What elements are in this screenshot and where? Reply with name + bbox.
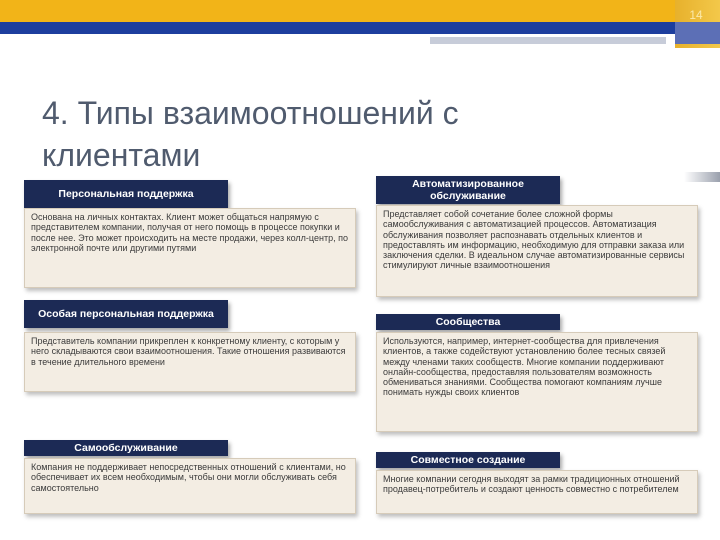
card-text-personal-support: Основана на личных контактах. Клиент может общаться напрямую с представителем компании, получая от него помощь в процессе покупки и после нее. Это может происходить на месте продажи, через колл-центр, по электронной почте или другими путями [24,208,356,288]
top-accent-bar [0,0,720,22]
card-text-self-service: Компания не поддерживает непосредственных отношений с клиентами, но обеспечивает их всем необходимым, чтобы они могли обслуживать себя самостоятельно [24,458,356,514]
grey-accent-bar [430,37,666,44]
card-header-self-service: Самообслуживание [24,440,228,456]
blue-accent-bar [0,22,720,34]
card-text-co-creation: Многие компании сегодня выходят за рамки традиционных отношений продавец-потребитель и создают ценность совместно с потребителем [376,470,698,514]
card-header-personal-support: Персональная поддержка [24,180,228,208]
card-header-communities: Сообщества [376,314,560,330]
card-text-automated-service: Представляет собой сочетание более сложной формы самообслуживания с автоматизацией процессов. Автоматизация обслуживания позволяет распознавать отдельных клиентов и предоставлять им информацию, необходимую для отправки заказа или заключения сделки. В идеальном случае автоматизированные сервисы стимулируют личные взаимоотношения [376,205,698,297]
card-text-dedicated-support: Представитель компании прикреплен к конкретному клиенту, с которым у него складываются свои взаимоотношения. Такие отношения развиваются в течение длительного времени [24,332,356,392]
card-header-co-creation: Совместное создание [376,452,560,468]
decorative-strip [684,172,720,182]
card-header-dedicated-support: Особая персональная поддержка [24,300,228,328]
corner-block-blue [675,22,720,44]
card-text-communities: Используются, например, интернет-сообщества для привлечения клиентов, а также содействуют установлению более тесных связей между членами таких сообществ. Многие компании поддерживают онлайн-сообщества, предоставляя пользователям возможность обмениваться знаниями. Сообщества помогают компаниям лучше понимать нужды своих клиентов [376,332,698,432]
slide-title: 4. Типы взаимоотношений с клиентами [42,95,459,173]
card-header-automated-service: Автоматизированное обслуживание [376,176,560,204]
slide-number: 14 [689,8,703,22]
